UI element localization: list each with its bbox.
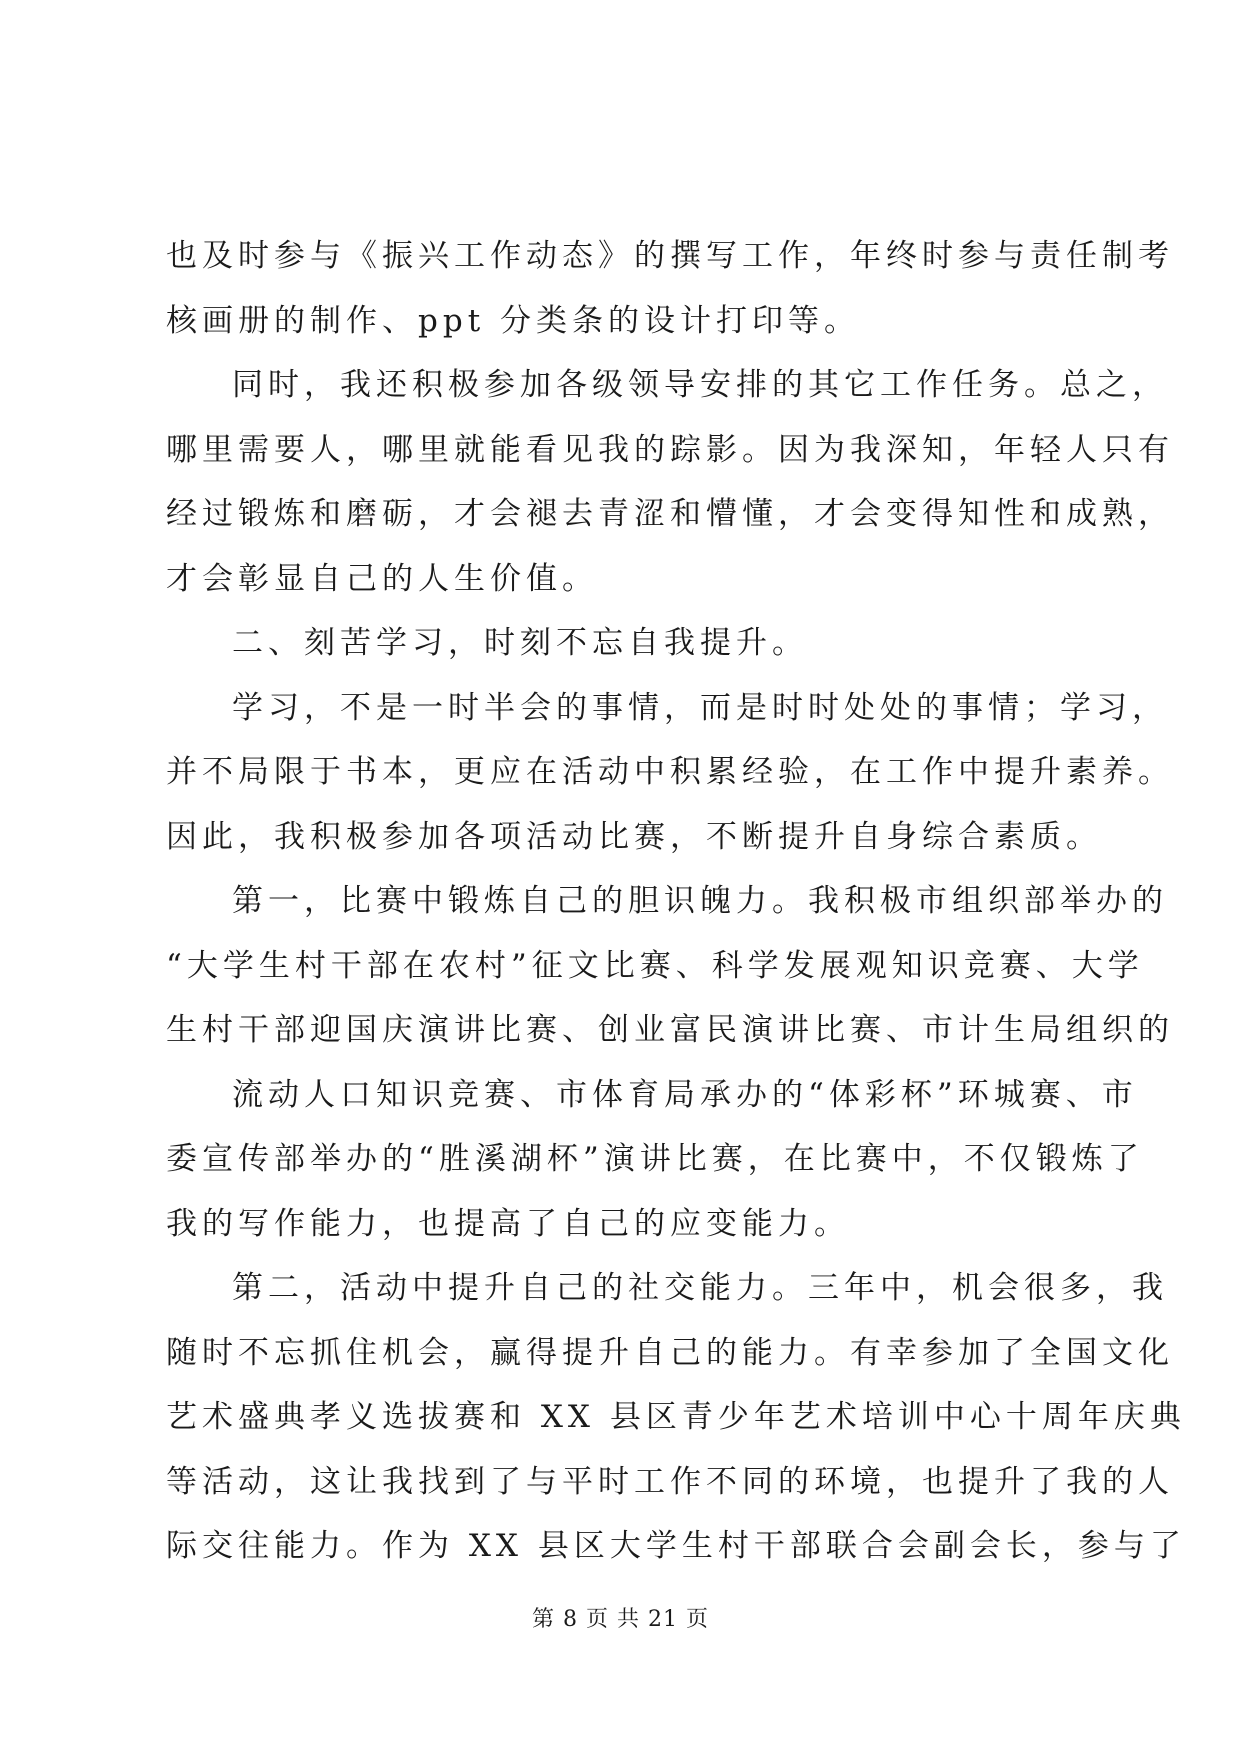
text-line: 等活动，这让我找到了与平时工作不同的环境，也提升了我的人 xyxy=(166,1463,1174,1500)
text-line: 委宣传部举办的“胜溪湖杯”演讲比赛，在比赛中，不仅锻炼了 xyxy=(166,1141,1144,1177)
text-line: 我的写作能力，也提高了自己的应变能力。 xyxy=(166,1205,850,1242)
text-line: 核画册的制作、ppt 分类条的设计打印等。 xyxy=(166,302,860,339)
text-line: 才会彰显自己的人生价值。 xyxy=(166,560,598,597)
text-line: 艺术盛典孝义选拔赛和 XX 县区青少年艺术培训中心十周年庆典 xyxy=(166,1399,1186,1435)
text-line: 际交往能力。作为 XX 县区大学生村干部联合会副会长，参与了 xyxy=(166,1528,1186,1564)
section-heading: 二、刻苦学习，时刻不忘自我提升。 xyxy=(232,625,808,661)
text-line: 并不局限于书本，更应在活动中积累经验，在工作中提升素养。 xyxy=(166,754,1174,790)
page-number-footer: 第 8 页 共 21 页 xyxy=(532,1607,709,1632)
text-line: 也及时参与《振兴工作动态》的撰写工作，年终时参与责任制考 xyxy=(166,238,1174,274)
text-line: 同时，我还积极参加各级领导安排的其它工作任务。总之， xyxy=(232,367,1168,403)
text-line: 经过锻炼和磨砺，才会褪去青涩和懵懂，才会变得知性和成熟， xyxy=(166,496,1174,532)
text-line: 第二，活动中提升自己的社交能力。三年中，机会很多，我 xyxy=(232,1270,1168,1306)
text-line: 学习，不是一时半会的事情，而是时时处处的事情；学习， xyxy=(232,689,1168,726)
text-line: 因此，我积极参加各项活动比赛，不断提升自身综合素质。 xyxy=(166,818,1102,855)
text-line: 第一，比赛中锻炼自己的胆识魄力。我积极市组织部举办的 xyxy=(232,883,1168,919)
text-line: 流动人口知识竞赛、市体育局承办的“体彩杯”环城赛、市 xyxy=(232,1076,1138,1113)
text-line: 哪里需要人，哪里就能看见我的踪影。因为我深知，年轻人只有 xyxy=(166,431,1174,468)
text-line: 随时不忘抓住机会，赢得提升自己的能力。有幸参加了全国文化 xyxy=(166,1334,1174,1371)
body-text xyxy=(166,224,1186,1579)
text-line: 生村干部迎国庆演讲比赛、创业富民演讲比赛、市计生局组织的 xyxy=(166,1012,1174,1048)
text-line: “大学生村干部在农村”征文比赛、科学发展观知识竞赛、大学 xyxy=(166,947,1144,984)
